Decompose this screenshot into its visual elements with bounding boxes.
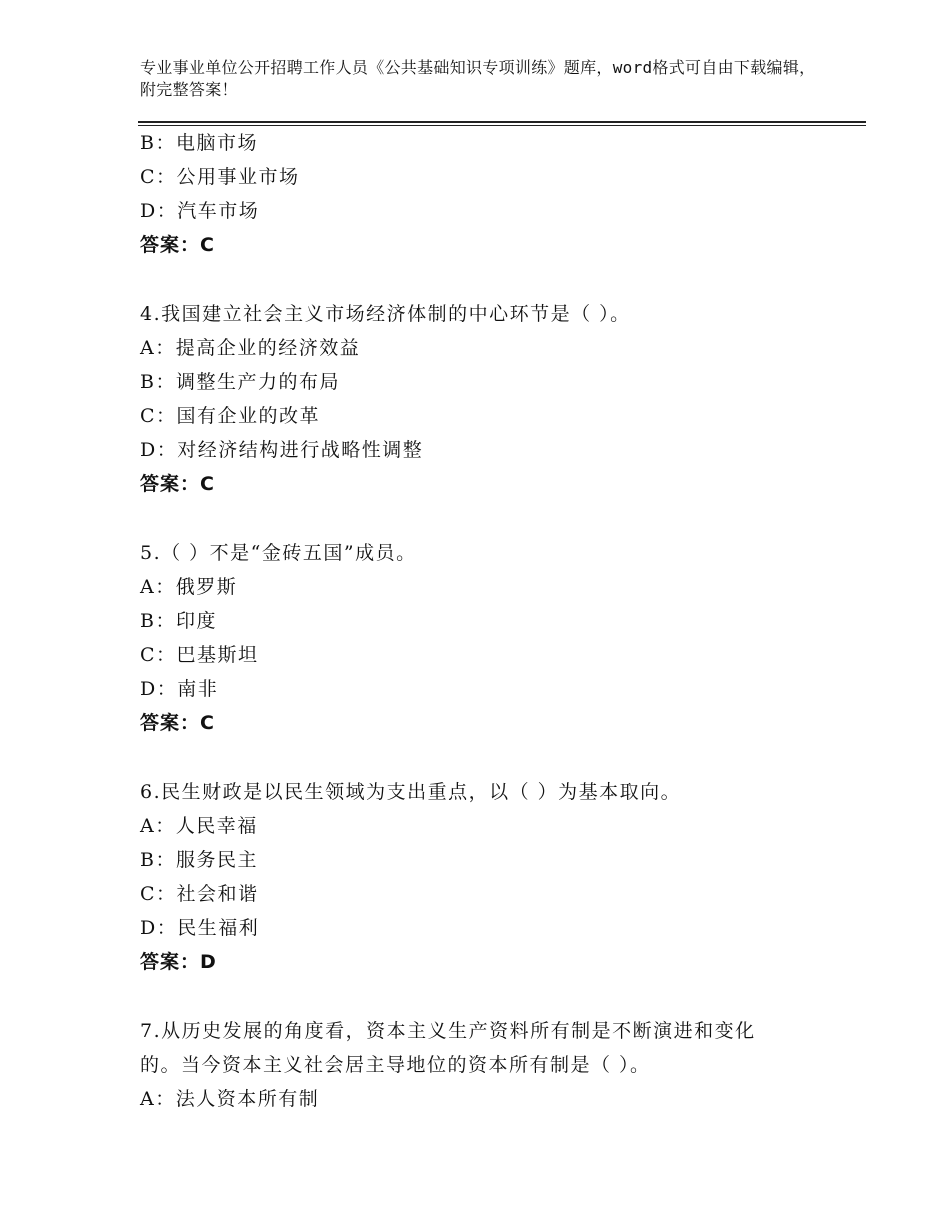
q4-question: 4.我国建立社会主义市场经济体制的中心环节是（ ）。 [140,303,631,325]
q6-option-a: A：人民幸福 [140,815,258,837]
q3-answer: 答案：C [140,234,215,256]
q7-question-line2: 的。当今资本主义社会居主导地位的资本所有制是（ ）。 [140,1054,651,1076]
q3-option-d: D：汽车市场 [140,200,260,222]
q6-option-b: B：服务民主 [140,849,258,871]
q6-option-c: C：社会和谐 [140,883,259,905]
header-rule-thin [138,125,866,126]
q7-question-line1: 7.从历史发展的角度看，资本主义生产资料所有制是不断演进和变化 [140,1020,756,1042]
q4-option-a: A：提高企业的经济效益 [140,337,361,359]
q4-option-b: B：调整生产力的布局 [140,371,340,393]
q5-option-a: A：俄罗斯 [140,576,238,598]
q6-option-d: D：民生福利 [140,917,260,939]
q5-question: 5.（ ）不是“金砖五国”成员。 [140,542,417,564]
q6-answer: 答案：D [140,951,217,973]
q7-option-a: A：法人资本所有制 [140,1088,320,1110]
q5-option-d: D：南非 [140,678,219,700]
q3-option-b: B：电脑市场 [140,132,258,154]
q5-option-b: B：印度 [140,610,217,632]
q6-question: 6.民生财政是以民生领域为支出重点，以（ ）为基本取向。 [140,781,682,803]
q4-answer: 答案：C [140,473,215,495]
q5-answer: 答案：C [140,712,215,734]
q4-option-d: D：对经济结构进行战略性调整 [140,439,424,461]
page-header: 专业事业单位公开招聘工作人员《公共基础知识专项训练》题库，word格式可自由下载编辑，附完整答案！ [140,58,816,99]
header-rule-thick [138,121,866,123]
q4-option-c: C：国有企业的改革 [140,405,321,427]
q3-option-c: C：公用事业市场 [140,166,300,188]
q5-option-c: C：巴基斯坦 [140,644,259,666]
